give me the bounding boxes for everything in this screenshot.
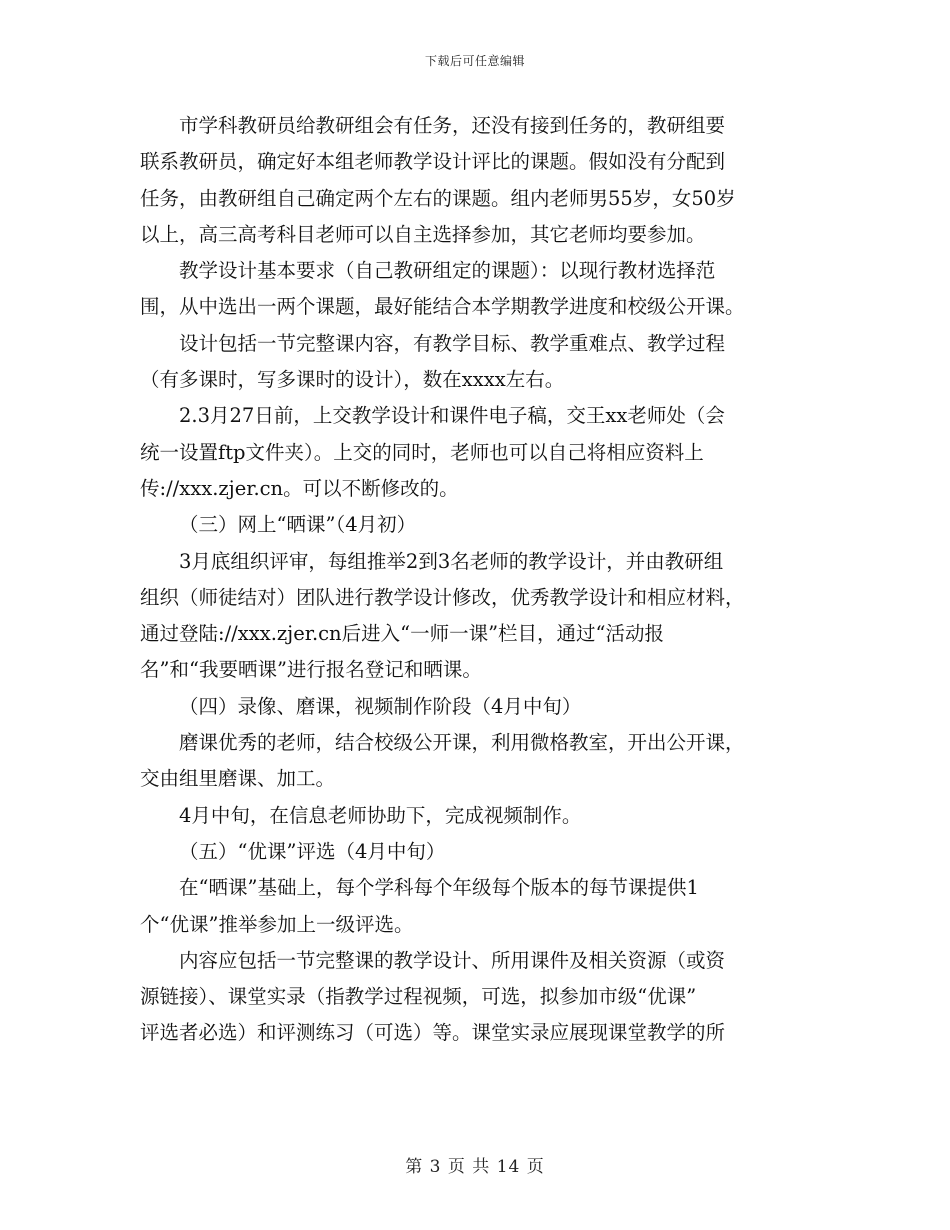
text-line: 教学设计基本要求（自己教研组定的课题）：以现行教材选择范 [179, 259, 716, 283]
text-line: 个“优课”推举参加上一级评选。 [140, 912, 414, 936]
text-line: 传://xxx.zjer.cn。可以不断修改的。 [140, 476, 459, 500]
text-line: 联系教研员，确定好本组老师教学设计评比的课题。假如没有分配到 [140, 150, 726, 174]
text-line: 围，从中选出一两个课题，最好能结合本学期教学进度和校级公开课。 [140, 295, 745, 319]
text-line: 名”和“我要晒课”进行报名登记和晒课。 [140, 658, 482, 682]
text-line: 以上，高三高考科目老师可以自主选择参加，其它老师均要参加。 [140, 222, 706, 246]
text-line: 统一设置ftp文件夹）。上交的同时，老师也可以自己将相应资料上 [140, 440, 704, 464]
text-line: 交由组里磨课、加工。 [140, 767, 336, 791]
text-line: 在“晒课”基础上，每个学科每个年级每个版本的每节课提供1 [179, 876, 699, 900]
section-heading: （五）“优课”评选（4月中旬） [179, 839, 446, 863]
section-heading: （三）网上“晒课”（4月初） [179, 513, 417, 537]
text-line: 设计包括一节完整课内容，有教学目标、教学重难点、教学过程 [179, 331, 726, 355]
text-line: 通过登陆://xxx.zjer.cn后进入“一师一课”栏目，通过“活动报 [140, 622, 665, 646]
text-line: 源链接）、课堂实录（指教学过程视频，可选，拟参加市级“优课” [140, 985, 697, 1009]
section-heading: （四）录像、磨课，视频制作阶段（4月中旬） [179, 694, 582, 718]
text-line: 任务，由教研组自己确定两个左右的课题。组内老师男55岁，女50岁 [140, 186, 736, 210]
text-line: 4月中旬，在信息老师协助下，完成视频制作。 [179, 803, 582, 827]
text-line: 市学科教研员给教研组会有任务，还没有接到任务的，教研组要 [179, 114, 726, 137]
text-line: 磨课优秀的老师，结合校级公开课，利用微格教室，开出公开课， [179, 731, 745, 755]
text-line: 2.3月27日前，上交教学设计和课件电子稿，交王xx老师处（会 [179, 404, 725, 428]
text-line: 内容应包括一节完整课的教学设计、所用课件及相关资源（或资 [179, 948, 726, 972]
text-line: （有多课时，写多课时的设计），数在xxxx左右。 [140, 368, 565, 392]
text-line: 3月底组织评审，每组推举2到3名老师的教学设计，并由教研组 [179, 549, 724, 573]
body-text [140, 108, 812, 1052]
page-header: 下载后可任意编辑 [424, 54, 525, 68]
page-footer: 第 3 页 共 14 页 [405, 1157, 545, 1177]
text-line: 组织（师徒结对）团队进行教学设计修改，优秀教学设计和相应材料， [140, 585, 745, 609]
document-body [140, 108, 812, 1052]
text-line: 评选者必选）和评测练习（可选）等。课堂实录应展现课堂教学的所 [140, 1021, 726, 1045]
